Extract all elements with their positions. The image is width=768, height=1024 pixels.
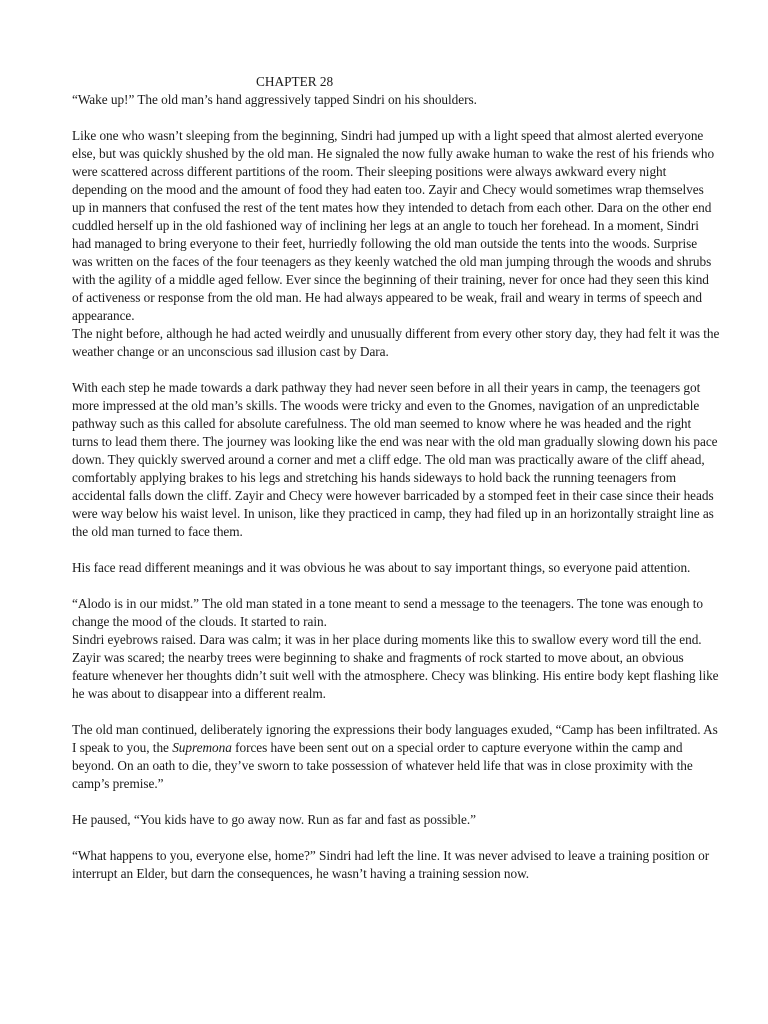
text-segment: forces have been sent out on a special order to capture everyone within the camp and beyond. On an oath to die, they’ve sworn to take possession of whatever held life that was in close proximity with the camp’s premise.” bbox=[72, 740, 693, 791]
paragraph-night-before: The night before, although he had acted weirdly and unusually different from every other story day, they had felt it was the weather change or an unconscious sad illusion cast by Dara. bbox=[72, 326, 720, 359]
paragraph-he-paused: He paused, “You kids have to go away now. Run as far and fast as possible.” bbox=[72, 812, 476, 827]
paragraph-what-happens: “What happens to you, everyone else, home?” Sindri had left the line. It was never advised to leave a training position or interrupt an Elder, but darn the consequences, he wasn’t having a training session now. bbox=[72, 848, 710, 881]
paragraph-alodo: “Alodo is in our midst.” The old man stated in a tone meant to send a message to the teenagers. The tone was enough to change the mood of the clouds. It started to rain. bbox=[72, 596, 703, 629]
paragraph-dark-pathway: With each step he made towards a dark pathway they had never seen before in all their years in camp, the teenagers got more impressed at the old man’s skills. The woods were tricky and even to the Gnomes, navigation of an unpredictable pathway such as this called for absolute carefulness. The old man seemed to know where he was headed and the right turns to lead them there. The journey was looking like the end was near with the old man gradually slowing down his pace down. They quickly swerved around a corner and met a cliff edge. The old man was practically aware of the cliff ahead, comfortably applying brakes to his legs and stretching his hands sideways to hold back the running teenagers from accidental falls down the cliff. Zayir and Checy were however barricaded by a stomped feet in their case since their heads were way below his waist level. In unison, like they practiced in camp, they had filed up in an horizontally straight line as the old man turned to face them. bbox=[72, 380, 718, 539]
paragraph-reactions: Sindri eyebrows raised. Dara was calm; it was in her place during moments like this to swallow every word till the end. Zayir was scared; the nearby trees were beginning to shake and fragments of rock started to move about, an obvious feature whenever her thoughts didn’t suit well with the atmosphere. Checy was blinking. His entire body kept flashing like he was about to disappear into a different realm. bbox=[72, 632, 719, 701]
paragraph-wake-up: “Wake up!” The old man’s hand aggressively tapped Sindri on his shoulders. bbox=[72, 92, 477, 107]
chapter-heading: CHAPTER 28 bbox=[256, 74, 334, 89]
paragraph-face-read: His face read different meanings and it was obvious he was about to say important things, so everyone paid attention. bbox=[72, 560, 691, 575]
italic-term: Supremona bbox=[172, 740, 232, 755]
chapter-body bbox=[72, 91, 720, 901]
paragraph-sindri-wakes-friends: Like one who wasn’t sleeping from the beginning, Sindri had jumped up with a light speed that almost alerted everyone else, but was quickly shushed by the old man. He signaled the now fully awake human to wake the rest of his friends who were scattered across different partitions of the room. Their sleeping positions were always awkward every night depending on the mood and the amount of food they had eaten too. Zayir and Checy would sometimes wrap themselves up in manners that confused the rest of the tent mates how they intended to detach from each other. Dara on the other end cuddled herself up in the old fashioned way of inclining her legs at an angle to touch her forehead. In a moment, Sindri had managed to bring everyone to their feet, hurriedly following the old man outside the tents into the woods. Surprise was written on the faces of the four teenagers as they keenly watched the old man jumping through the woods and shrubs with the agility of a middle aged fellow. Ever since the beginning of their training, never for once had they seen this kind of activeness or response from the old man. He had always appeared to be weak, frail and weary in terms of speech and appearance. bbox=[72, 128, 715, 323]
paragraph-camp-infiltrated bbox=[72, 721, 720, 793]
text-segment: The old man continued, deliberately ignoring the expressions their body languages exuded, “Camp has been infiltrated. As I speak to you, the bbox=[72, 722, 718, 755]
